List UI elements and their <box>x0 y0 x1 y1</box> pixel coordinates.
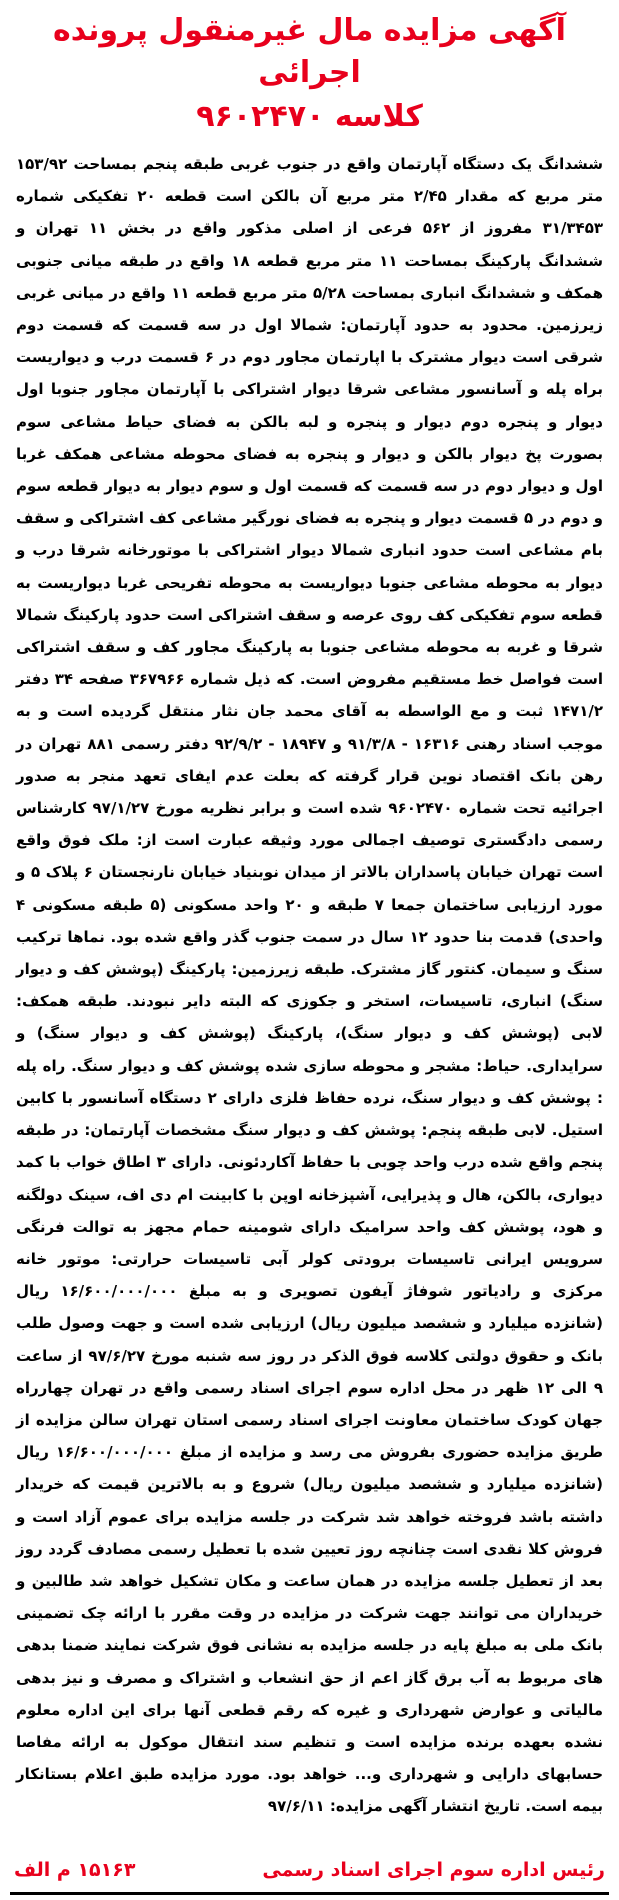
case-number: کلاسه ۹۶۰۲۴۷۰ <box>196 99 423 134</box>
notice-title: آگهی مزایده مال غیرمنقول پرونده اجرائی <box>53 13 566 90</box>
bottom-divider <box>10 1892 609 1895</box>
ad-code: ۱۵۱۶۳ م الف <box>14 1859 136 1881</box>
signature: رئیس اداره سوم اجرای اسناد رسمی <box>262 1859 605 1881</box>
notice-footer <box>14 1852 605 1888</box>
notice-body: ششدانگ یک دستگاه آپارتمان واقع در جنوب غربی طبقه پنجم بمساحت ۱۵۳/۹۲ متر مربع که مقدار ۲/۴۵ متر مربع آن بالکن است قطعه ۲۰ تفکیکی شماره ۳۱/۳۴۵۳ مفروز از ۵۶۲ فرعی از اصلی مذکور واقع در بخش ۱۱ تهران و ششدانگ پارکینگ بمساحت ۱۱ متر مربع قطعه ۱۸ واقع در طبقه میانی جنوبی همکف و ششدانگ انباری بمساحت ۵/۲۸ متر مربع قطعه ۱۱ واقع در میانی غربی زیرزمین. محدود به حدود آپارتمان: شمالا اول در سه قسمت که قسمت دوم شرقی است دیوار مشترک با اپارتمان مجاور دوم در ۶ قسمت درب و دیواریست براه پله و آسانسور مشاعی شرقا دیوار اشتراکی با آپارتمان مجاور جنوبا اول دیوار و پنجره دوم دیوار و پنجره و لبه بالکن به فضای حیاط مشاعی سوم بصورت پخ دیوار بالکن و دیوار و پنجره به فضای محوطه مشاعی همکف غربا اول و دیوار دوم در سه قسمت که قسمت اول و سوم دیوار به دیوار قطعه سوم و دوم در ۵ قسمت دیوار و پنجره به فضای نورگیر مشاعی کف اشتراکی و سقف بام مشاعی است حدود انباری شمالا دیوار اشتراکی با موتورخانه شرقا درب و دیوار به محوطه مشاعی جنوبا دیواریست به محوطه تفریحی غربا دیواریست به قطعه سوم تفکیکی کف روی عرصه و سقف اشتراکی است حدود پارکینگ شمالا شرقا و غربه به محوطه مشاعی جنوبا به پارکینگ مجاور کف و سقف اشتراکی است فواصل خط مستقیم مفروض است. که ذیل شماره ۳۶۷۹۶۶ صفحه ۳۴ دفتر ۱۴۷۱/۲ ثبت و مع الواسطه به آقای محمد جان نثار منتقل گردیده است و به موجب اسناد رهنی ۱۶۳۱۶ - ۹۱/۳/۸ و ۱۸۹۴۷ - ۹۲/۹/۲ دفتر رسمی ۸۸۱ تهران در رهن بانک اقتصاد نوین قرار گرفته که بعلت عدم ایفای تعهد منجر به صدور اجرائیه تحت شماره ۹۶۰۲۴۷۰ شده است و برابر نظریه مورخ ۹۷/۱/۲۷ کارشناس رسمی دادگستری توصیف اجمالی مورد وثیقه عبارت است از: ملک فوق واقع است تهران خیابان پاسداران بالاتر از میدان نوبنیاد خیابان نارنجستان ۶ پلاک ۵ و مورد ارزیابی ساختمان جمعا ۷ طبقه و ۲۰ واحد مسکونی (۵ طبقه مسکونی ۴ واحدی) قدمت بنا حدود ۱۲ سال در سمت جنوب گذر واقع شده بود. نماها ترکیب سنگ و سیمان. کنتور گاز مشترک. طبقه زیرزمین: پارکینگ (پوشش کف و دیوار سنگ) انباری، تاسیسات، استخر و جکوزی که البته دایر نبودند. طبقه همکف: لابی (پوشش کف و دیوار سنگ)، پارکینگ (پوشش کف و دیوار سنگ) و سرایداری. حیاط: مشجر و محوطه سازی شده پوشش کف و دیوار سنگ. راه پله : پوشش کف و دیوار سنگ، نرده حفاظ فلزی دارای ۲ دستگاه آسانسور با کابین استیل. لابی طبقه پنجم: پوشش کف و دیوار سنگ مشخصات آپارتمان: در طبقه پنجم واقع شده درب واحد چوبی با حفاظ آکاردئونی. دارای ۳ اطاق خواب با کمد دیواری، بالکن، هال و پذیرایی، آشپزخانه اوپن با کابینت ام دی اف، سینک دولگنه و هود، پوشش کف واحد سرامیک دارای شومینه حمام مجهز به توالت فرنگی سرویس ایرانی تاسیسات برودتی کولر آبی تاسیسات حرارتی: موتور خانه مرکزی و رادیاتور شوفاژ آیفون تصویری و به مبلغ ۱۶/۶۰۰/۰۰۰/۰۰۰ ریال (شانزده میلیارد و ششصد میلیون ریال) ارزیابی شده است و جهت وصول طلب بانک و حقوق دولتی کلاسه فوق الذکر در روز سه شنبه مورخ ۹۷/۶/۲۷ از ساعت ۹ الی ۱۲ ظهر در محل اداره سوم اجرای اسناد رسمی واقع در تهران چهارراه جهان کودک ساختمان معاونت اجرای اسناد رسمی استان تهران سالن مزایده از طریق مزایده حضوری بفروش می رسد و مزایده از مبلغ ۱۶/۶۰۰/۰۰۰/۰۰۰ ریال (شانزده میلیارد و ششصد میلیون ریال) شروع و به بالاترین قیمت که خریدار داشته باشد فروخته خواهد شد شرکت در جلسه مزایده برای عموم آزاد است و فروش کلا نقدی است چنانچه روز تعیین شده با تعطیل رسمی مصادف گردد روز بعد از تعطیل جلسه مزایده در همان ساعت و مکان تشکیل خواهد شد طالبین و خریداران می توانند جهت شرکت در مزایده در وقت مقرر با ارائه چک تضمینی بانک ملی به مبلغ پایه در جلسه مزایده به نشانی فوق شرکت نمایند ضمنا بدهی های مربوط به آب برق گاز اعم از حق انشعاب و اشتراک و مصرف و نیز بدهی مالیاتی و عوارض شهرداری و غیره که رقم قطعی آنها برای این اداره معلوم نشده بعهده برنده مزایده است و تنظیم سند انتقال موکول به ارائه مفاصا حسابهای دارایی و شهرداری و... خواهد بود. مورد مزایده طبق اعلام بستانکار بیمه است. تاریخ انتشار آگهی مزایده: ۹۷/۶/۱۱ <box>16 155 604 1816</box>
